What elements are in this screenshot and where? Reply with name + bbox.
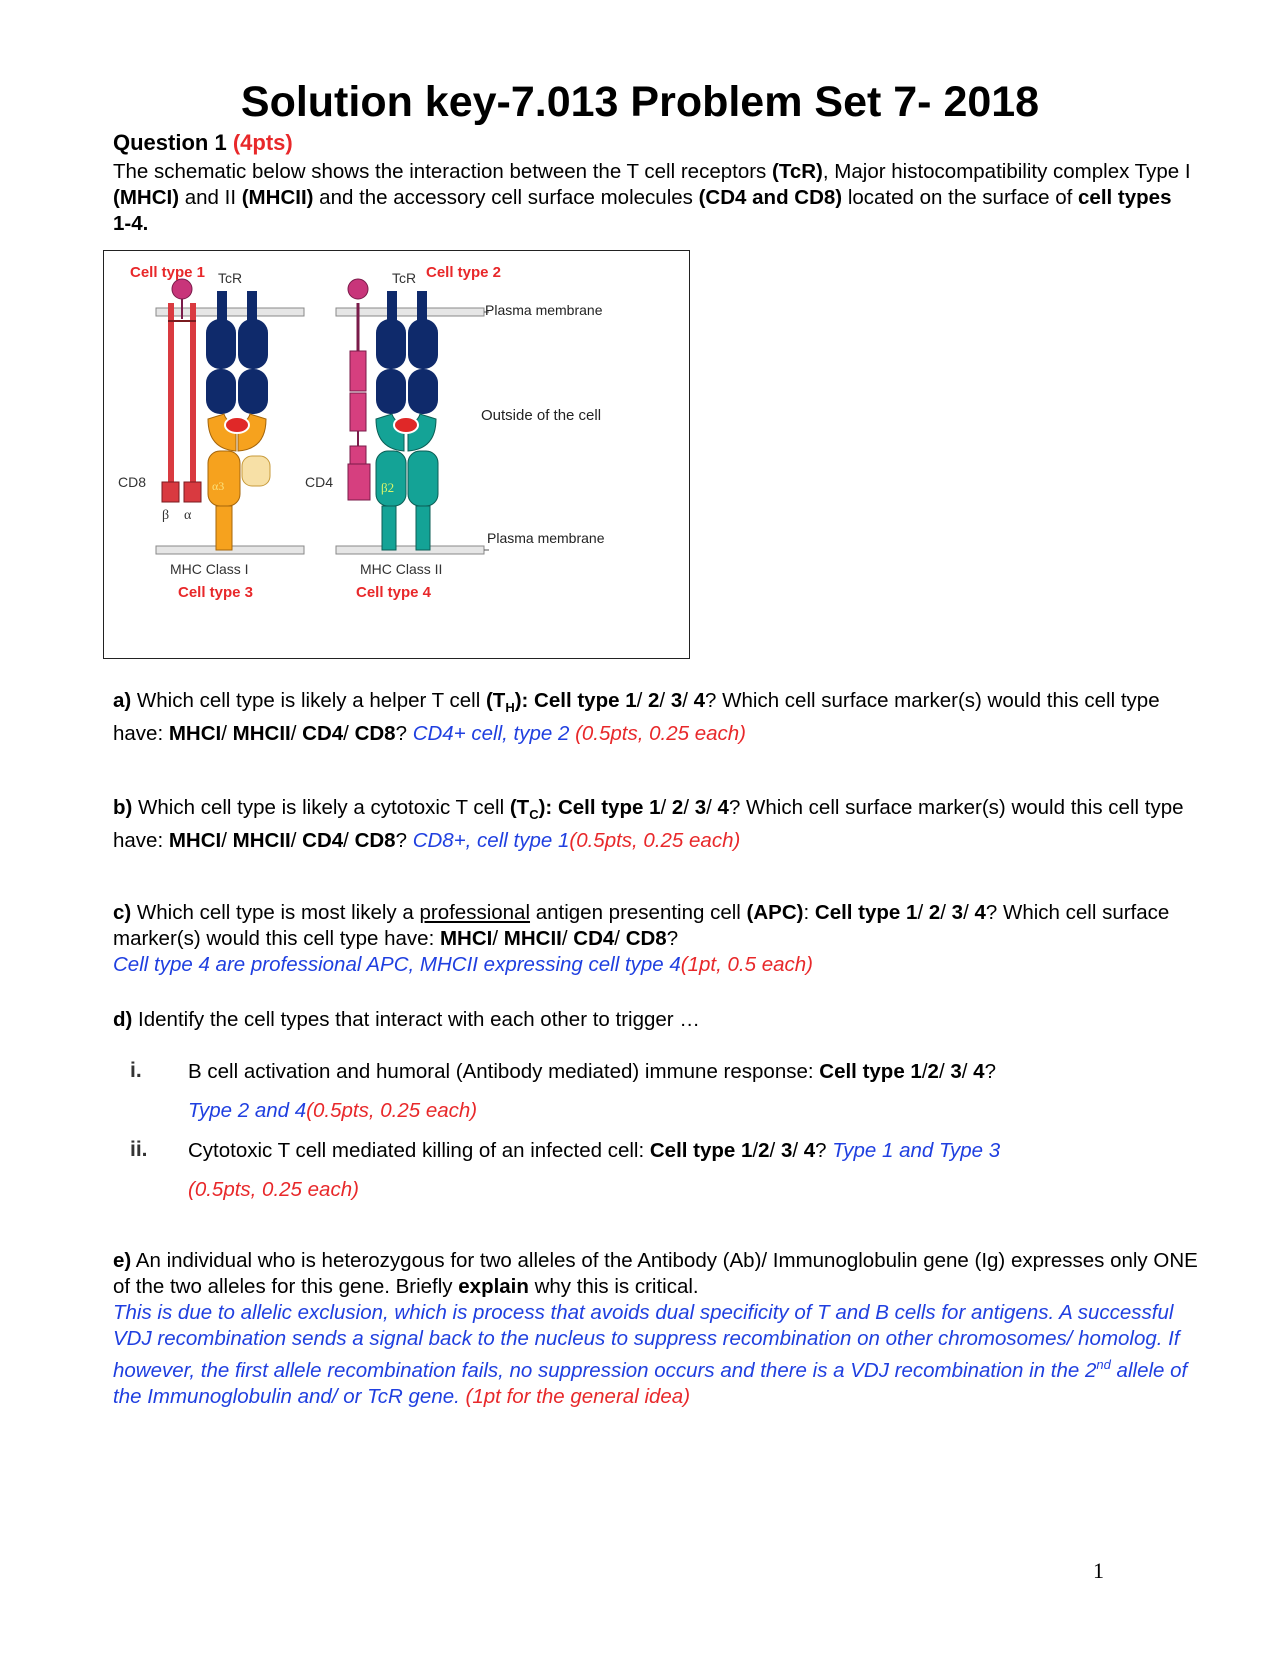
qa-text: / [343,722,355,746]
answer-d-i: Type 2 and 4 [188,1099,307,1122]
intro-text: , Major histocompatibility complex Type I [822,160,1191,183]
qa-text: / [682,689,694,712]
item-ii-bold: 2 [758,1139,770,1162]
qc-text: / [917,901,929,924]
qa-text: / [636,689,649,712]
cell-type-2-label: Cell type 2 [426,264,502,281]
qc-text: ? Which cell surface marker(s) would this cell type have: [113,901,1170,950]
peptide-left [225,417,249,433]
item-ii-text: Cytotoxic T cell mediated killing of an infected cell: [188,1139,650,1162]
cell-type-3-label: Cell type 3 [178,584,254,601]
mhc-class-1-label: MHC Class I [170,561,249,577]
item-i-bold: 3 [950,1060,962,1083]
question-e-label: e) [113,1249,132,1272]
question-b-label: b) [113,796,133,819]
tcr-left-label: TcR [218,270,243,286]
qa-bold: MHCI [168,722,222,746]
cd4-ligand-circle [348,279,368,299]
item-i-marker: i. [130,1059,142,1082]
qa-bold: 2 [648,689,660,712]
qa-text: Which cell type is likely a helper T cell [131,689,486,712]
item-ii-text: / [752,1139,759,1162]
item-ii-bold: Cell type 1 [649,1139,753,1162]
schematic-svg [104,251,688,657]
qc-bold: 4 [974,901,986,924]
tcr-right-domain [376,369,406,414]
cd8-beta-stalk [168,303,174,499]
mhc2-alpha2 [408,451,438,506]
tcr-left-domain [206,319,236,369]
qb-bold: 3 [694,796,707,819]
qc-text: / [614,927,626,950]
tcr-left-domain [238,369,268,414]
qc-text: / [561,927,574,950]
mhc2-stalk [382,506,396,550]
question-d-label: d) [113,1008,133,1031]
peptide-right [394,417,418,433]
item-ii-marker: ii. [130,1138,148,1161]
qb-text: / [660,796,672,819]
question-d [113,1007,1193,1033]
qb-text: ? Which cell surface marker(s) would this cell type have: [113,796,1184,853]
item-i-text: ? [984,1060,996,1083]
tcr-left-anchor [217,291,227,321]
qb-text: / [343,829,355,853]
top-membrane-left [156,308,304,316]
item-ii [188,1138,1188,1164]
qa-subscript: H [505,700,515,716]
score-a: (0.5pts, 0.25 each) [569,722,747,746]
tcr-left-domain [206,369,236,414]
question-a-label: a) [113,689,132,712]
item-i-text: B cell activation and humoral (Antibody mediated) immune response: [188,1060,820,1083]
item-i [188,1059,1188,1085]
tcr-right-anchor [417,291,427,321]
intro-text: and the accessory cell surface molecules [313,186,699,209]
qe-bold: explain [458,1275,529,1298]
qb-bold: 2 [671,796,684,819]
item-ii-text: / [769,1139,781,1162]
qa-text: / [221,722,233,746]
item-ii-score-line [188,1177,1188,1203]
bottom-membrane-right [336,546,484,554]
tcr-right-anchor [387,291,397,321]
qc-text: Which cell type is most likely a [131,901,420,924]
beta2-label: β2 [381,480,395,495]
answer-e: This is due to allelic exclusion, which is process that avoids dual specificity of T and B cells for antigens. A successful VDJ recombination sends a signal back to the nucleus to suppress recombination on other chromosomes/ homolog. If however, the first allele recombination fails, no suppression occurs and there is a VDJ recombination in the 2 [113,1301,1180,1382]
beta2-microglobulin [242,456,270,486]
qa-bold: (T [485,689,506,712]
qb-bold: CD8 [354,829,396,853]
qa-bold: Cell type 1 [528,689,637,712]
intro-bold: (MHCII) [241,186,314,209]
page-number: 1 [1093,1558,1104,1583]
cd4-domain [350,393,366,431]
tcr-left-domain [238,319,268,369]
qb-bold: 4 [717,796,729,819]
cd8-label: CD8 [118,474,147,490]
cell-type-1-label: Cell type 1 [130,264,206,281]
qb-bold: ): [538,796,553,819]
qb-bold: MHCII [232,829,291,853]
item-i-text: / [961,1060,974,1083]
alpha-label: α [184,508,192,523]
answer-e-superscript: nd [1096,1357,1111,1372]
cd8-alpha-domain [184,482,201,502]
qc-bold: (APC) [746,901,804,924]
item-i-answer [188,1098,1188,1124]
plasma-membrane-bottom-label: Plasma membrane [487,530,605,546]
answer-a: CD4+ cell, type 2 [412,722,570,746]
qc-bold: MHCI [439,927,493,950]
score-d-i: (0.5pts, 0.25 each) [306,1099,478,1122]
cd4-domain [348,464,370,500]
qb-subscript: C [529,807,539,823]
cd8-beta-domain [162,482,179,502]
qe-text: why this is critical. [528,1275,699,1298]
qa-bold: CD8 [354,722,396,746]
question-1-points: (4pts) [232,130,293,155]
cd4-domain [350,351,366,391]
qa-bold: MHCII [232,722,291,746]
question-c [113,900,1193,978]
qa-text: / [659,689,671,712]
qc-bold: CD8 [625,927,667,950]
intro-text: and II [179,186,242,209]
qb-text: / [683,796,695,819]
qa-text: ? Which cell surface marker(s) would this cell type have: [113,689,1160,746]
item-i-bold: 2 [927,1060,939,1083]
qc-text: : [803,901,815,924]
score-c: (1pt, 0.5 each) [680,953,813,976]
qb-text: ? [395,829,413,853]
qc-text: / [963,901,975,924]
item-i-bold: 4 [973,1060,985,1083]
mhc-class-2-label: MHC Class II [360,561,443,577]
question-c-label: c) [113,901,132,924]
question-1-heading [113,130,293,156]
qc-bold: 2 [928,901,941,924]
answer-d-ii: Type 1 and Type 3 [832,1139,1001,1162]
qb-text: Which cell type is likely a cytotoxic T cell [132,796,510,819]
qc-text: / [492,927,504,950]
qd-text: Identify the cell types that interact with each other to trigger … [132,1008,700,1031]
answer-e-continued: allele of the Immunoglobulin and/ or TcR gene. [113,1358,1188,1408]
intro-bold: (MHCI) [113,186,180,209]
mhc2-beta2 [376,451,406,506]
intro-bold: (TcR) [772,160,823,183]
answer-c: Cell type 4 are professional APC, MHCII expressing cell type 4 [113,953,681,976]
question-a [113,688,1193,747]
cd8-ligand-circle [172,279,192,299]
qa-text: / [290,722,303,746]
qa-bold: ): [514,689,529,712]
qc-bold: MHCII [503,927,562,950]
qb-bold: MHCI [168,829,222,853]
item-ii-text: / [792,1139,804,1162]
question-1-label: Question 1 [113,130,227,155]
tcr-mhc-schematic [103,250,690,659]
tcr-right-domain [408,369,438,414]
cell-type-4-label: Cell type 4 [356,584,432,601]
mhc2-stalk [416,506,430,550]
intro-bold: cell types 1-4. [113,186,1172,235]
score-d-ii: (0.5pts, 0.25 each) [188,1178,359,1201]
qa-bold: 4 [693,689,706,712]
cd4-label: CD4 [305,474,334,490]
item-ii-bold: 3 [780,1139,793,1162]
item-i-text: / [938,1060,951,1083]
beta-label: β [162,508,170,523]
tcr-right-domain [376,319,406,369]
outside-cell-label: Outside of the cell [481,407,602,424]
plasma-membrane-top-label: Plasma membrane [485,302,603,318]
item-ii-bold: 4 [803,1139,816,1162]
qe-text: An individual who is heterozygous for two alleles of the Antibody (Ab)/ Immunoglobulin gene (Ig) expresses only ONE of the two alleles for this gene. Briefly [113,1249,1198,1298]
cd4-domain [350,446,366,464]
qb-bold: (T [509,796,530,819]
qc-text: / [940,901,952,924]
item-i-bold: Cell type 1 [819,1060,922,1083]
qb-text: / [221,829,233,853]
intro-text: The schematic below shows the interaction between the T cell receptors [113,160,773,183]
qc-bold: CD4 [573,927,615,950]
intro-bold: (CD4 and CD8) [698,186,843,209]
qa-bold: CD4 [302,722,344,746]
qc-bold: Cell type 1 [814,901,918,924]
answer-b: CD8+, cell type 1 [412,829,570,853]
question-b [113,795,1193,854]
tcr-right-domain [408,319,438,369]
intro-text: located on the surface of [842,186,1079,209]
question-e [113,1248,1203,1410]
qc-underlined: professional [419,901,531,924]
qc-text: ? [666,927,679,950]
page-title: Solution key-7.013 Problem Set 7- 2018 [240,78,1040,126]
qa-bold: 3 [670,689,683,712]
qb-bold: Cell type 1 [552,796,661,819]
qa-text: ? [395,722,413,746]
qb-text: / [290,829,303,853]
qb-text: / [706,796,718,819]
mhc1-stalk [216,506,232,550]
intro-paragraph [113,159,1193,237]
cd8-alpha-stalk [190,303,196,499]
item-ii-text: ? [815,1139,833,1162]
qb-bold: CD4 [302,829,344,853]
qc-bold: 3 [951,901,964,924]
score-b: (0.5pts, 0.25 each) [569,829,741,853]
tcr-left-anchor [247,291,257,321]
item-i-text: / [921,1060,928,1083]
score-e: (1pt for the general idea) [459,1384,691,1408]
qc-text: antigen presenting cell [530,901,747,924]
alpha3-label: α3 [212,479,225,493]
tcr-right-label: TcR [392,270,417,286]
